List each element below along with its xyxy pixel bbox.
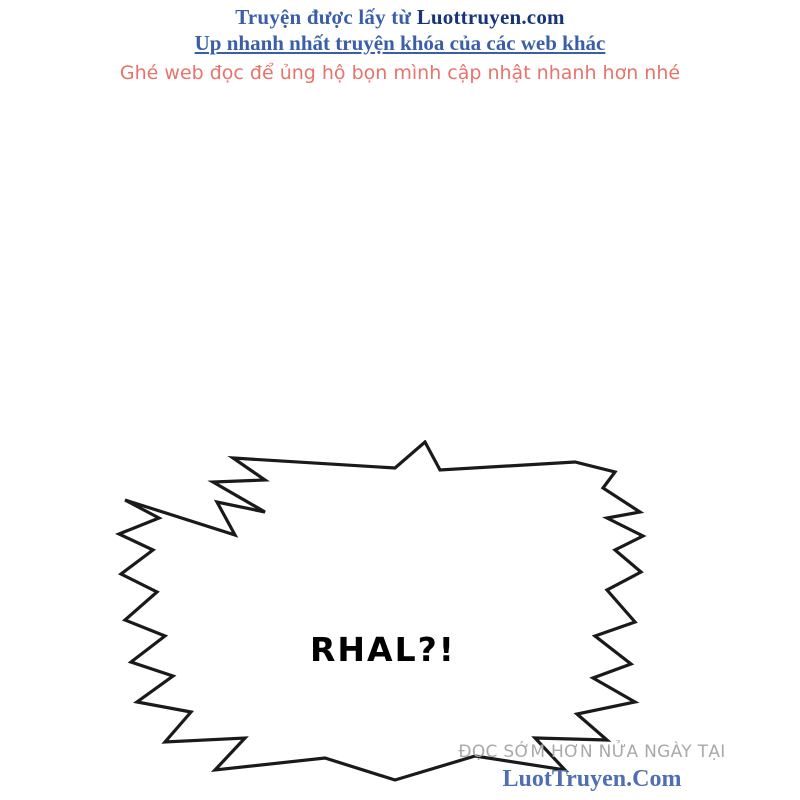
bottom-watermark-line-2: LuotTruyen.Com <box>502 766 682 792</box>
bottom-watermark-line-1: ĐỌC SỚM HƠN NỬA NGÀY TẠI <box>458 742 726 762</box>
bottom-watermark-block <box>442 740 742 794</box>
balloon-dialogue-text: RHAL?! <box>310 630 456 669</box>
top-watermark-block <box>0 0 800 87</box>
watermark-line-1-prefix: Truyện được lấy từ <box>235 5 417 29</box>
watermark-line-1 <box>0 4 800 30</box>
watermark-site-name: Luottruyen.com <box>416 5 565 29</box>
watermark-line-3: Ghé web đọc để ủng hộ bọn mình cập nhật nhanh hơn nhé <box>119 62 681 84</box>
watermark-line-2: Up nhanh nhất truyện khóa của các web khác <box>194 31 606 55</box>
